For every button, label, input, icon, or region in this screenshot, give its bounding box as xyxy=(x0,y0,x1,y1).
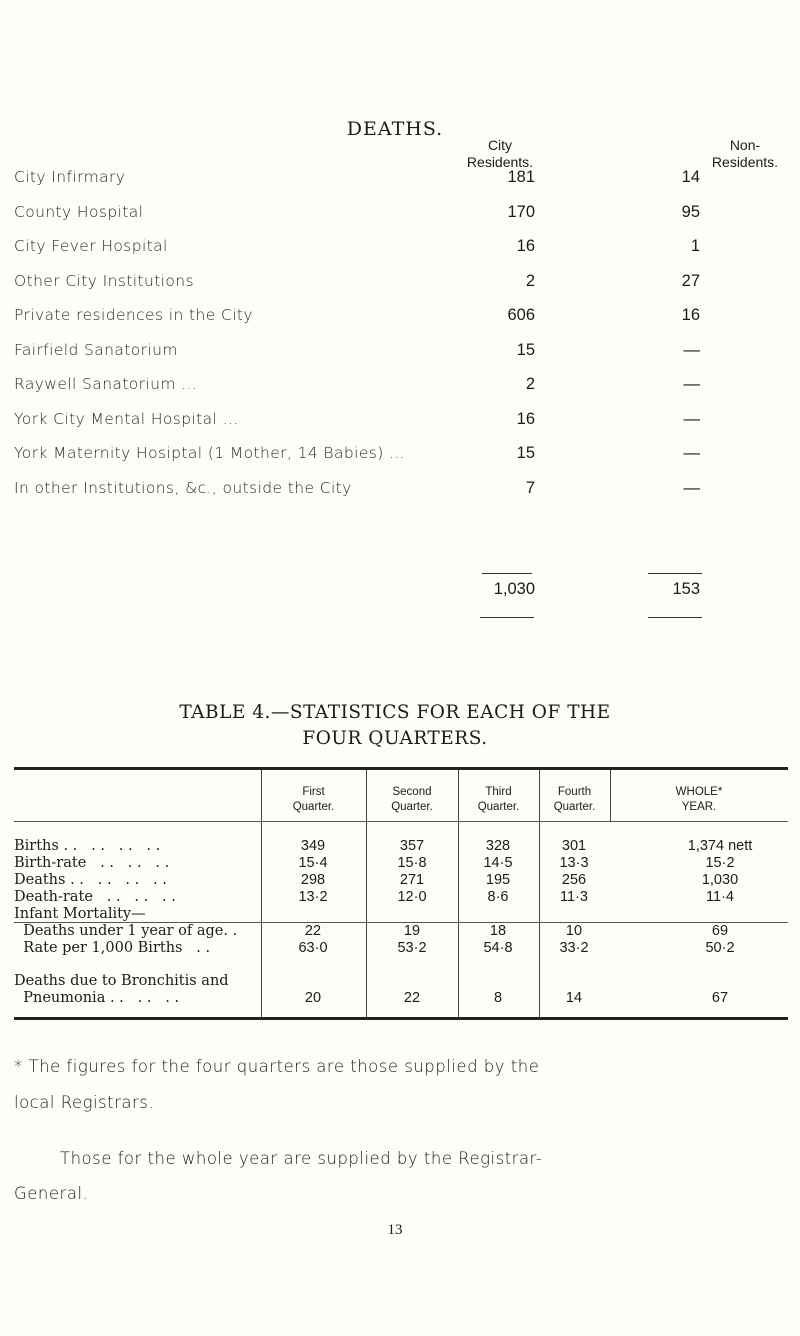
table4-header-rule xyxy=(14,821,788,822)
deaths-row-city-value: 2 xyxy=(525,375,535,393)
table4-row-label: Death-rate . . . . . . xyxy=(14,889,176,905)
table4-cell: 15·4 xyxy=(298,855,328,871)
table4-row-label: Deaths . . . . . . . . xyxy=(14,872,167,888)
deaths-row-city-value: 7 xyxy=(525,478,535,497)
table4-cell: 22 xyxy=(403,990,421,1006)
footnote-line-4: General. xyxy=(14,1184,89,1203)
table4-cell: 11·3 xyxy=(560,889,588,905)
table4-cell: 22 xyxy=(304,923,322,939)
deaths-row-label: City Fever Hospital xyxy=(14,237,168,255)
table4-col-header-line: Fourth xyxy=(557,786,592,798)
table4-cell: 271 xyxy=(399,872,425,888)
table4-cell: 298 xyxy=(300,872,326,888)
col-header-city-line2: Residents. xyxy=(466,154,534,170)
table4-row-label: Births . . . . . . . . xyxy=(14,838,161,854)
table4-cell: 328 xyxy=(485,838,511,854)
table4-col-header-line: Quarter. xyxy=(292,801,335,813)
table4-cell: 11·4 xyxy=(706,889,734,905)
table4-col-header-line: WHOLE* xyxy=(675,786,723,798)
deaths-row xyxy=(0,341,800,365)
deaths-row-label: York Maternity Hosiptal (1 Mother, 14 Babies) ... xyxy=(14,444,405,462)
table4-col-header-line: Third xyxy=(485,786,512,798)
deaths-row-non-value: 16 xyxy=(681,306,700,324)
table4-col-header xyxy=(366,785,458,815)
col-header-non-line2: Residents. xyxy=(711,154,779,170)
table4-cell: 8·6 xyxy=(487,889,509,905)
table4-cell: 18 xyxy=(489,923,507,939)
table4-col-header xyxy=(458,785,539,815)
table4-col-header-line: Second xyxy=(392,786,432,798)
table4-cell: 69 xyxy=(711,923,729,939)
deaths-row-label: City Infirmary xyxy=(14,168,126,186)
deaths-row-label: York City Mental Hospital ... xyxy=(14,409,239,428)
table4-cell: 19 xyxy=(403,923,421,939)
table4-row-label: Pneumonia . . . . . . xyxy=(14,990,180,1006)
table4-cell: 1,030 xyxy=(701,872,739,888)
deaths-row-non-value: — xyxy=(683,340,700,359)
table4-title-line2: FOUR QUARTERS. xyxy=(302,728,488,749)
deaths-row-non-value: 27 xyxy=(681,271,700,290)
deaths-row-label: Raywell Sanatorium ... xyxy=(14,375,198,393)
table4-cell: 13·3 xyxy=(559,855,589,871)
deaths-row xyxy=(0,479,800,503)
deaths-row xyxy=(0,306,800,330)
table4-cell: 54·8 xyxy=(483,940,513,956)
footnote-line-2: local Registrars. xyxy=(14,1093,155,1112)
table4-bottom-rule xyxy=(14,1017,788,1020)
table4-cell: 8 xyxy=(493,990,503,1006)
table4-row-label: Birth-rate . . . . . . xyxy=(14,855,170,871)
table4-cell: 301 xyxy=(561,838,587,854)
deaths-row xyxy=(0,168,800,192)
deaths-row-city-value: 15 xyxy=(516,340,535,359)
table4-cell: 20 xyxy=(304,990,322,1006)
table4-cell: 10 xyxy=(565,923,583,939)
deaths-row-non-value: 95 xyxy=(681,202,700,221)
table4-col-header xyxy=(539,785,610,815)
deaths-row-non-value: — xyxy=(683,478,700,497)
table4-cell: 12·0 xyxy=(397,889,427,905)
deaths-row-non-value: — xyxy=(683,409,700,428)
table4-cell: 13·2 xyxy=(298,889,328,905)
deaths-row-non-value: — xyxy=(683,375,700,393)
total-rule-city-bottom xyxy=(480,617,534,618)
table4-cell: 67 xyxy=(711,990,729,1006)
table4-cell: 63·0 xyxy=(298,940,328,956)
table4-row-label: Deaths due to Bronchitis and xyxy=(14,973,229,989)
deaths-row-label: Other City Institutions xyxy=(14,271,194,290)
table4-cell: 14 xyxy=(565,990,583,1006)
table4-cell: 357 xyxy=(399,838,425,854)
deaths-heading: DEATHS. xyxy=(346,118,444,140)
deaths-row-city-value: 15 xyxy=(516,444,535,462)
deaths-row-label: Private residences in the City xyxy=(14,306,253,324)
deaths-row-city-value: 170 xyxy=(507,202,535,221)
table4-col-header-line: First xyxy=(302,786,325,798)
deaths-row-label: Fairfield Sanatorium xyxy=(14,340,178,359)
deaths-row-non-value: — xyxy=(683,444,700,462)
deaths-row xyxy=(0,410,800,434)
deaths-row-city-value: 181 xyxy=(507,168,535,186)
total-non: 153 xyxy=(672,580,700,598)
deaths-row-city-value: 16 xyxy=(516,409,535,428)
table4-row-label: Deaths under 1 year of age. . xyxy=(14,923,238,939)
table4-col-header-line: Quarter. xyxy=(477,801,520,813)
deaths-row-city-value: 16 xyxy=(516,237,535,255)
col-header-non-residents xyxy=(690,137,800,171)
table4-cell: 50·2 xyxy=(705,940,735,956)
table4-cell: 15·2 xyxy=(705,855,735,871)
col-header-non-line1: Non- xyxy=(729,137,761,153)
total-city: 1,030 xyxy=(493,580,535,598)
deaths-row xyxy=(0,272,800,296)
table4-cell: 1,374 nett xyxy=(687,838,753,854)
table4-cell: 15·8 xyxy=(397,855,427,871)
table4-cell: 14·5 xyxy=(483,855,513,871)
deaths-row-city-value: 606 xyxy=(507,306,535,324)
table4-col-header xyxy=(261,785,366,815)
page-number: 13 xyxy=(387,1222,403,1238)
table4-cell: 195 xyxy=(485,872,511,888)
deaths-row xyxy=(0,444,800,468)
table4-col-header xyxy=(610,785,788,815)
table4-top-rule xyxy=(14,767,788,770)
table4-row-label: Rate per 1,000 Births . . xyxy=(14,940,211,956)
deaths-row-non-value: 1 xyxy=(690,237,700,255)
deaths-row xyxy=(0,237,800,261)
total-rule-non-bottom xyxy=(648,617,702,618)
deaths-row-label: County Hospital xyxy=(14,202,144,221)
table4-col-header-line: Quarter. xyxy=(391,801,433,813)
col-header-city-residents xyxy=(445,137,555,171)
deaths-row-city-value: 2 xyxy=(525,271,535,290)
table4-cell: 33·2 xyxy=(559,940,589,956)
deaths-row-label: In other Institutions, &c., outside the City xyxy=(14,478,352,497)
deaths-row-non-value: 14 xyxy=(681,168,700,186)
footnote-line-1: * The figures for the four quarters are those supplied by the xyxy=(14,1057,540,1076)
total-rule-non-top xyxy=(648,573,702,574)
col-header-city-line1: City xyxy=(487,137,513,153)
footnote-line-3: Those for the whole year are supplied by the Registrar- xyxy=(60,1149,543,1168)
table4-cell: 349 xyxy=(300,838,326,854)
table4-row-label: Infant Mortality— xyxy=(14,906,146,922)
table4-cell: 256 xyxy=(561,872,587,888)
table4-cell: 53·2 xyxy=(397,940,427,956)
deaths-row xyxy=(0,203,800,227)
total-rule-city-top xyxy=(482,573,532,574)
table4-title-line1: TABLE 4.—STATISTICS FOR EACH OF THE xyxy=(179,702,611,723)
deaths-row xyxy=(0,375,800,399)
table4-col-header-line: YEAR. xyxy=(681,801,717,813)
table4-col-header-line: Quarter. xyxy=(553,801,596,813)
